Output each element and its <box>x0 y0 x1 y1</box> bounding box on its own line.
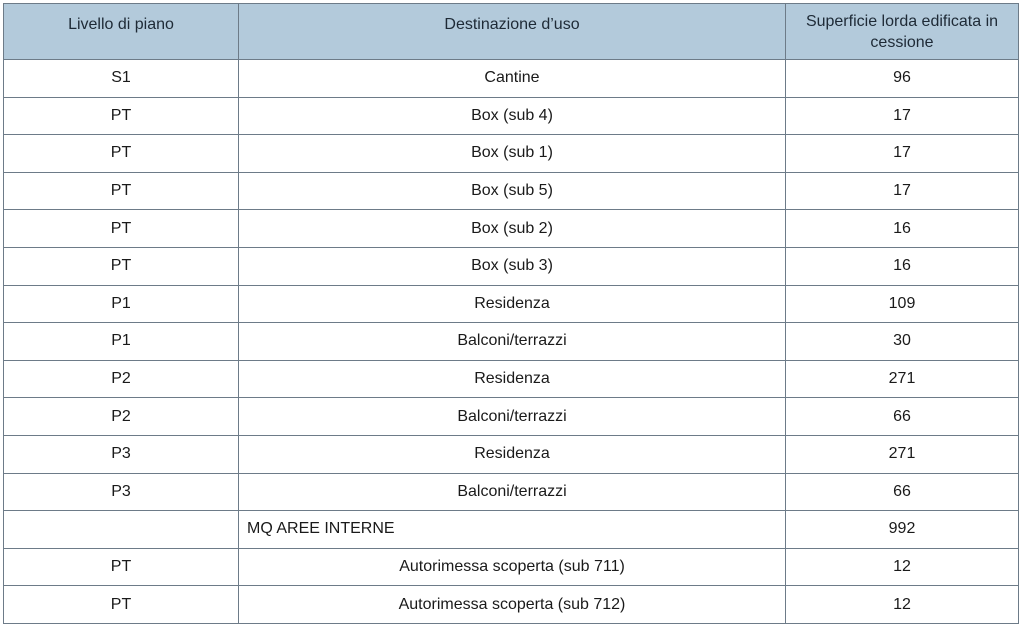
cell-area: 109 <box>786 285 1019 323</box>
table-row <box>4 511 1019 549</box>
cell-use: MQ AREE INTERNE <box>239 511 786 549</box>
table-row <box>4 435 1019 473</box>
table-row <box>4 97 1019 135</box>
cell-level: P1 <box>4 285 239 323</box>
cell-area: 271 <box>786 360 1019 398</box>
cell-area: 96 <box>786 60 1019 98</box>
cell-use: Residenza <box>239 285 786 323</box>
table-row <box>4 172 1019 210</box>
table-row <box>4 360 1019 398</box>
table-row <box>4 60 1019 98</box>
cell-use: Cantine <box>239 60 786 98</box>
cell-use: Autorimessa scoperta (sub 711) <box>239 548 786 586</box>
header-level: Livello di piano <box>4 4 239 60</box>
cell-use: Balconi/terrazzi <box>239 398 786 436</box>
cell-area: 992 <box>786 511 1019 549</box>
cell-use: Autorimessa scoperta (sub 712) <box>239 586 786 624</box>
cell-area: 17 <box>786 97 1019 135</box>
table-row <box>4 398 1019 436</box>
cell-use: Box (sub 4) <box>239 97 786 135</box>
surface-table <box>3 3 1019 624</box>
table-row <box>4 210 1019 248</box>
header-use: Destinazione d’uso <box>239 4 786 60</box>
table-row <box>4 285 1019 323</box>
cell-area: 271 <box>786 435 1019 473</box>
cell-level: PT <box>4 172 239 210</box>
cell-area: 66 <box>786 473 1019 511</box>
cell-use: Balconi/terrazzi <box>239 323 786 361</box>
cell-level: PT <box>4 247 239 285</box>
cell-area: 16 <box>786 247 1019 285</box>
cell-area: 17 <box>786 172 1019 210</box>
table-row <box>4 323 1019 361</box>
cell-area: 17 <box>786 135 1019 173</box>
cell-use: Residenza <box>239 435 786 473</box>
cell-level: PT <box>4 210 239 248</box>
table-header <box>4 4 1019 60</box>
cell-area: 12 <box>786 548 1019 586</box>
cell-use: Balconi/terrazzi <box>239 473 786 511</box>
cell-level: S1 <box>4 60 239 98</box>
header-row <box>4 4 1019 60</box>
cell-use: Box (sub 3) <box>239 247 786 285</box>
cell-use: Residenza <box>239 360 786 398</box>
cell-use: Box (sub 5) <box>239 172 786 210</box>
table-row <box>4 247 1019 285</box>
cell-level: P2 <box>4 398 239 436</box>
table-row <box>4 473 1019 511</box>
cell-level: P3 <box>4 435 239 473</box>
table-row <box>4 586 1019 624</box>
cell-area: 12 <box>786 586 1019 624</box>
cell-use: Box (sub 1) <box>239 135 786 173</box>
cell-level: PT <box>4 586 239 624</box>
cell-area: 30 <box>786 323 1019 361</box>
header-area: Superficie lorda edificata in cessione <box>786 4 1019 60</box>
cell-level <box>4 511 239 549</box>
cell-level: PT <box>4 548 239 586</box>
cell-level: P1 <box>4 323 239 361</box>
table-body <box>4 60 1019 624</box>
table-row <box>4 548 1019 586</box>
cell-level: P2 <box>4 360 239 398</box>
cell-use: Box (sub 2) <box>239 210 786 248</box>
cell-level: PT <box>4 97 239 135</box>
cell-area: 16 <box>786 210 1019 248</box>
table-row <box>4 135 1019 173</box>
cell-area: 66 <box>786 398 1019 436</box>
cell-level: P3 <box>4 473 239 511</box>
cell-level: PT <box>4 135 239 173</box>
